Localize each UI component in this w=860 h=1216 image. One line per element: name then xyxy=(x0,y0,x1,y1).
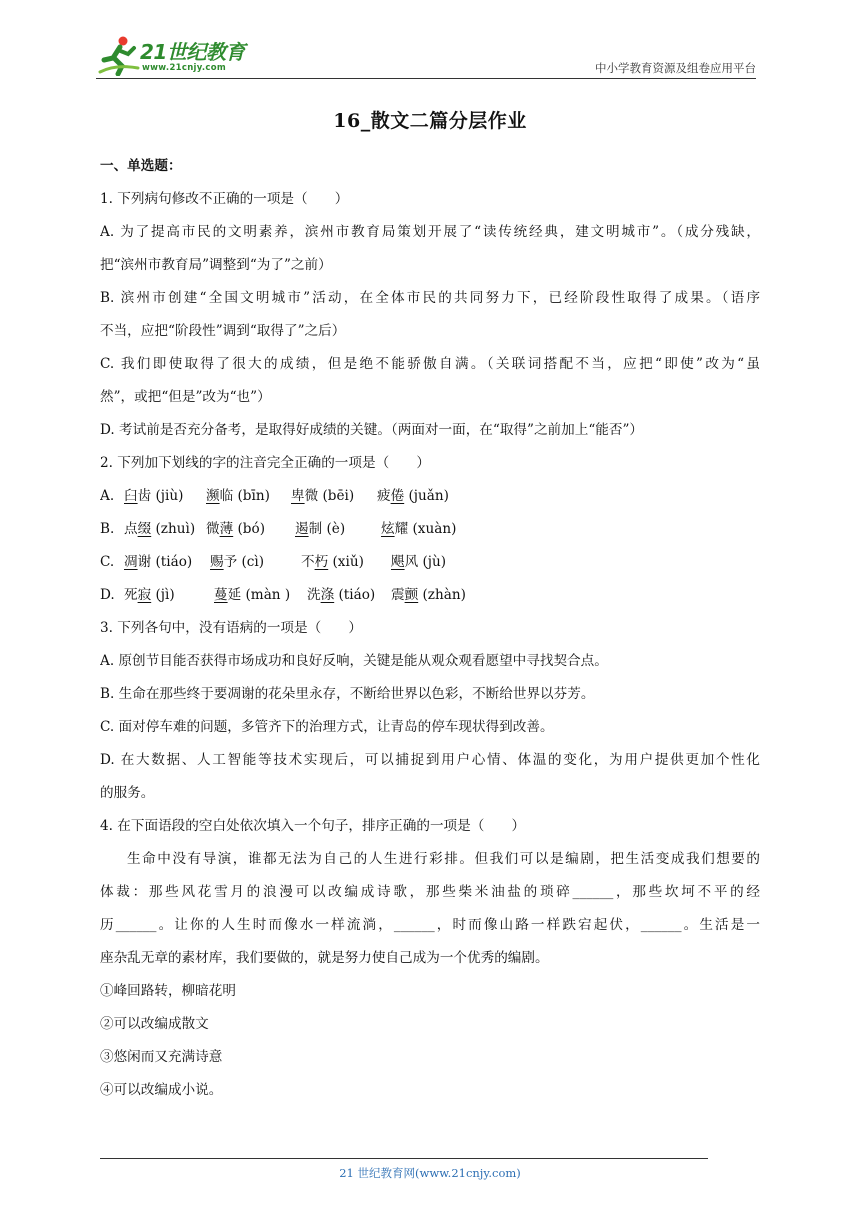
footer-divider xyxy=(100,1158,708,1159)
pinyin-item: 卑微 (bēi) xyxy=(291,488,355,504)
pinyin-item: 死寂 (jì) xyxy=(124,587,175,603)
question-3-option-d-line1: D. 在大数据、人工智能等技术实现后，可以捕捉到用户心情、体温的变化，为用户提供更加个性化 xyxy=(100,752,760,768)
pinyin-item: 飓风 (jù) xyxy=(391,554,447,570)
option-letter: B. xyxy=(100,521,115,537)
pinyin-item: 蔓延 (màn ) xyxy=(214,587,291,603)
option-letter: C. xyxy=(100,554,115,570)
question-1-stem: 1. 下列病句修改不正确的一项是（ ） xyxy=(100,191,349,207)
question-3-option-b: B. 生命在那些终于要凋谢的花朵里永存，不断给世界以色彩，不断给世界以芬芳。 xyxy=(100,686,595,702)
pinyin-item: 炫耀 (xuàn) xyxy=(381,521,457,537)
question-2-stem: 2. 下列加下划线的字的注音完全正确的一项是（ ） xyxy=(100,455,430,471)
pinyin-item: 震颤 (zhàn) xyxy=(391,587,466,603)
site-logo[interactable] xyxy=(96,34,266,76)
question-1-option-c-line2: 然”，或把“但是”改为“也”） xyxy=(100,389,271,405)
option-letter: A. xyxy=(100,488,115,504)
pinyin-item: 濒临 (bīn) xyxy=(206,488,270,504)
pinyin-item: 微薄 (bó) xyxy=(206,521,266,537)
pinyin-item: 洗涤 (tiáo) xyxy=(307,587,376,603)
question-4-stem: 4. 在下面语段的空白处依次填入一个句子，排序正确的一项是（ ） xyxy=(100,818,526,834)
question-2-option-a xyxy=(100,480,760,513)
question-3-option-a: A. 原创节目能否获得市场成功和良好反响，关键是能从观众观看愿望中寻找契合点。 xyxy=(100,653,608,669)
question-1-option-d: D. 考试前是否充分备考，是取得好成绩的关键。（两面对一面，在“取得”之前加上“能否”） xyxy=(100,422,644,438)
pinyin-item: 遏制 (è) xyxy=(295,521,346,537)
platform-tagline: 中小学教育资源及组卷应用平台 xyxy=(595,61,756,75)
question-2-option-b xyxy=(100,513,760,546)
question-4-passage-line4: 座杂乱无章的素材库，我们要做的，就是努力使自己成为一个优秀的编剧。 xyxy=(100,950,549,966)
question-3-option-d-line2: 的服务。 xyxy=(100,785,155,801)
question-2-option-c xyxy=(100,546,760,579)
question-4-choice-1: ①峰回路转，柳暗花明 xyxy=(100,983,236,999)
pinyin-item: 点缀 (zhuì) xyxy=(124,521,196,537)
question-4-passage-line3: 历______。让你的人生时而像水一样流淌，______，时而像山路一样跌宕起伏，______。生活是一 xyxy=(100,917,760,933)
question-1-option-a-line1: A. 为了提高市民的文明素养，滨州市教育局策划开展了“读传统经典，建文明城市”。（成分残缺， xyxy=(100,224,760,240)
pinyin-item: 疲倦 (juǎn) xyxy=(377,488,449,504)
section-heading: 一、单选题： xyxy=(100,158,182,174)
runner-logo-icon xyxy=(96,34,140,76)
document-title: 16_散文二篇分层作业 xyxy=(333,110,527,132)
pinyin-item: 不朽 (xiǔ) xyxy=(301,554,364,570)
question-4-passage-line2: 体裁：那些风花雪月的浪漫可以改编成诗歌，那些柴米油盐的琐碎______，那些坎坷不平的经 xyxy=(100,884,760,900)
pinyin-item: 凋谢 (tiáo) xyxy=(124,554,193,570)
footer-site-link[interactable]: 21 世纪教育网(www.21cnjy.com) xyxy=(339,1166,521,1180)
option-letter: D. xyxy=(100,587,115,603)
logo-url-text: www.21cnjy.com xyxy=(142,63,226,73)
question-1-option-b-line2: 不当，应把“阶段性”调到“取得了”之后） xyxy=(100,323,346,339)
header-divider xyxy=(96,78,756,79)
pinyin-item: 赐予 (cì) xyxy=(210,554,265,570)
question-3-stem: 3. 下列各句中，没有语病的一项是（ ） xyxy=(100,620,362,636)
question-4-choice-2: ②可以改编成散文 xyxy=(100,1016,209,1032)
question-1-option-a-line2: 把“滨州市教育局”调整到“为了”之前） xyxy=(100,257,332,273)
document-body xyxy=(100,150,760,1107)
question-3-option-c: C. 面对停车难的问题，多管齐下的治理方式，让青岛的停车现状得到改善。 xyxy=(100,719,554,735)
question-1-option-b-line1: B. 滨州市创建“全国文明城市”活动，在全体市民的共同努力下，已经阶段性取得了成果。（语序 xyxy=(100,290,760,306)
question-2-option-d xyxy=(100,579,760,612)
page-header xyxy=(96,30,756,80)
logo-brand-text: 21世纪教育 xyxy=(140,40,245,64)
question-4-passage-line1: 生命中没有导演，谁都无法为自己的人生进行彩排。但我们可以是编剧，把生活变成我们想要的 xyxy=(127,851,760,867)
question-4-choice-4: ④可以改编成小说。 xyxy=(100,1082,223,1098)
pinyin-item: 臼齿 (jiù) xyxy=(124,488,184,504)
question-4-choice-3: ③悠闲而又充满诗意 xyxy=(100,1049,223,1065)
question-1-option-c-line1: C. 我们即使取得了很大的成绩，但是绝不能骄傲自满。（关联词搭配不当，应把“即使”改为“虽 xyxy=(100,356,760,372)
